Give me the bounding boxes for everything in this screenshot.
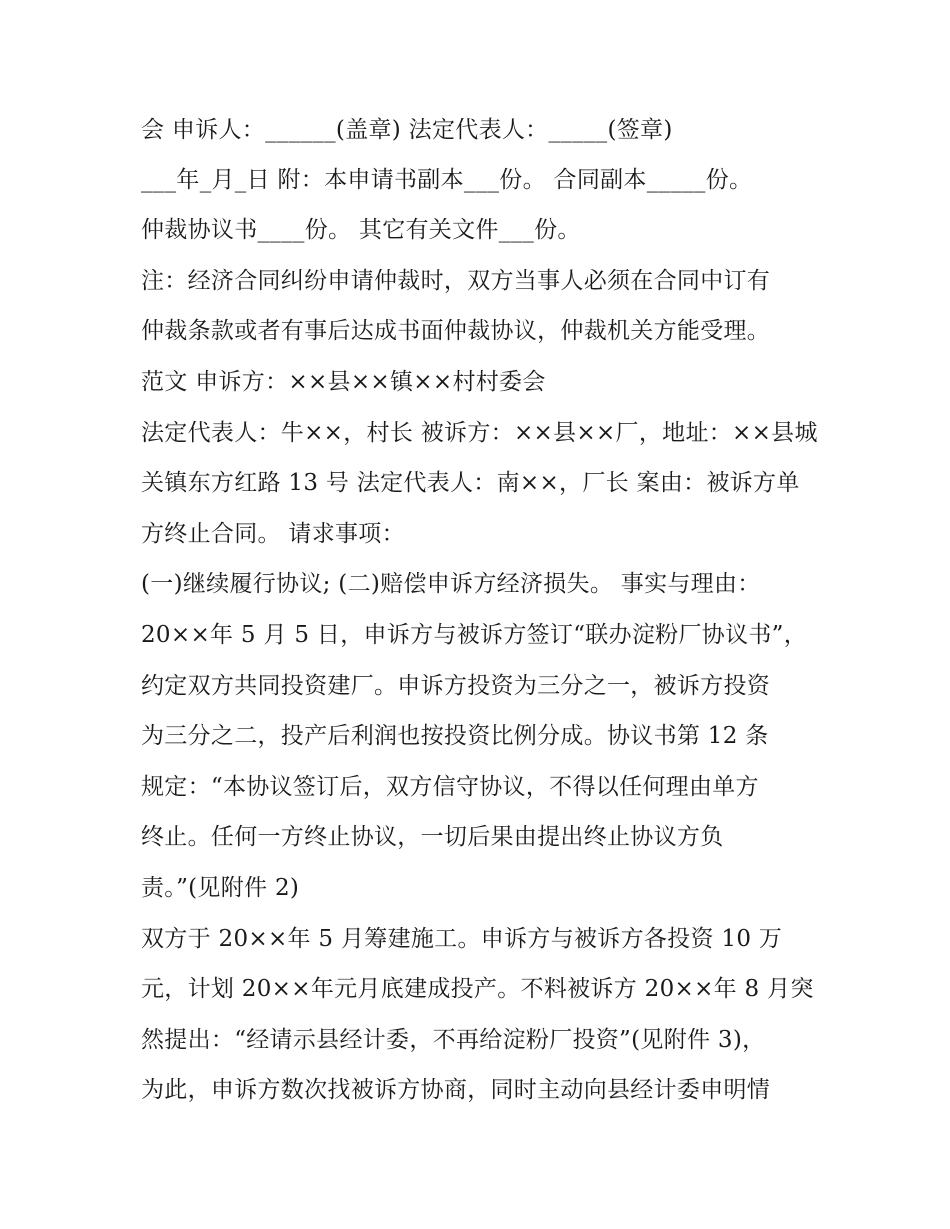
text-line-16: 责。”(见附件 2) <box>141 875 300 901</box>
text-line-9: 方终止合同。 请求事项： <box>141 521 405 547</box>
text-line-15: 终止。任何一方终止协议，一切后果由提出终止协议方负 <box>141 824 724 850</box>
text-line-18: 元，计划 20××年元月底建成投产。不料被诉方 20××年 8 月突 <box>141 976 814 1002</box>
text-line-17: 双方于 20××年 5 月筹建施工。申诉方与被诉方各投资 10 万 <box>141 926 783 952</box>
text-line-2: ___年_月_日 附：本申请书副本___份。 合同副本_____份。 <box>141 167 753 193</box>
text-line-3: 仲裁协议书____份。 其它有关文件___份。 <box>141 217 581 243</box>
text-line-20: 为此，申诉方数次找被诉方协商，同时主动向县经计委申明情 <box>141 1077 771 1103</box>
text-line-13: 为三分之二，投产后利润也按投资比例分成。协议书第 12 条 <box>141 723 769 749</box>
text-line-1: 会 申诉人：______(盖章) 法定代表人：_____(签章) <box>141 117 673 143</box>
text-line-7: 法定代表人：牛××，村长 被诉方：××县××厂，地址：××县城 <box>141 420 818 446</box>
text-line-6: 范文 申诉方：××县××镇××村村委会 <box>141 369 546 395</box>
text-line-4: 注：经济合同纠纷申请仲裁时，双方当事人必须在合同中订有 <box>141 268 771 294</box>
text-line-11: 20××年 5 月 5 日，申诉方与被诉方签订“联办淀粉厂协议书”， <box>141 622 808 648</box>
text-line-8: 关镇东方红路 13 号 法定代表人：南××，厂长 案由：被诉方单 <box>141 470 800 496</box>
text-line-14: 规定：“本协议签订后，双方信守协议，不得以任何理由单方 <box>141 774 759 800</box>
text-line-19: 然提出：“经请示县经计委，不再给淀粉厂投资”(见附件 3)， <box>141 1027 766 1053</box>
text-line-12: 约定双方共同投资建厂。申诉方投资为三分之一，被诉方投资 <box>141 673 771 699</box>
text-line-10: (一)继续履行协议; (二)赔偿申诉方经济损失。 事实与理由： <box>141 571 761 597</box>
text-line-5: 仲裁条款或者有事后达成书面仲裁协议，仲裁机关方能受理。 <box>141 318 771 344</box>
